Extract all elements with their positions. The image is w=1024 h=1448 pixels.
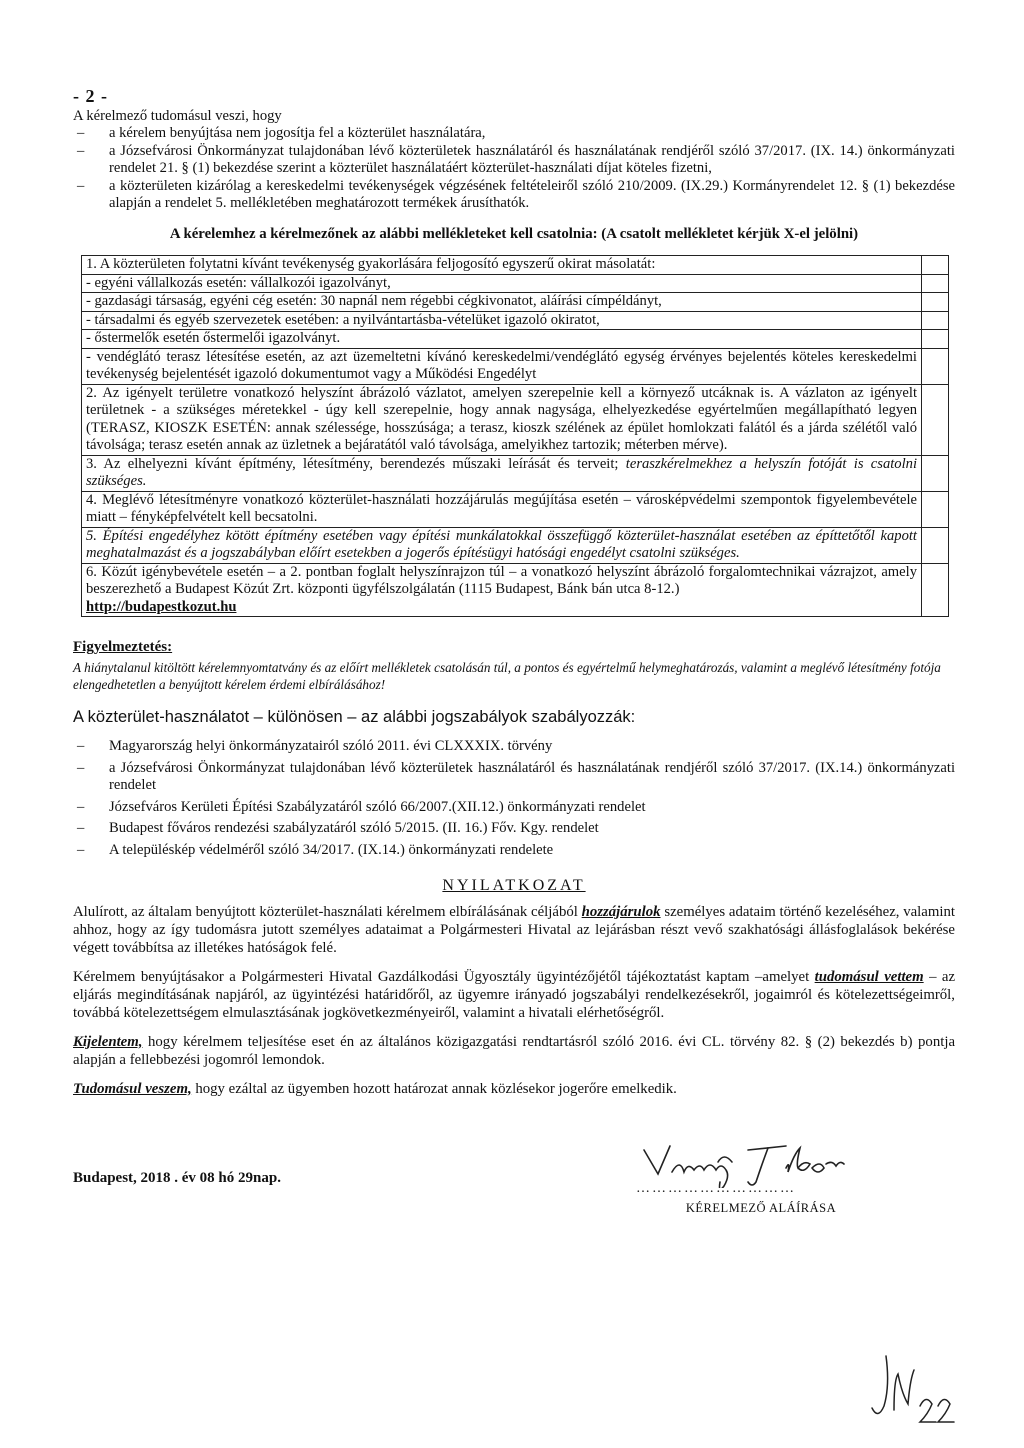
place-date: Budapest, 2018 . év 08 hó 29nap. xyxy=(73,1169,281,1186)
acknowledgement-item: – a Józsefvárosi Önkormányzat tulajdonában lévő közterületek használatáról és használatának rendjéről szóló 37/2017. (IX. 14.) önkormányzati rendelet 21. § (1) bekezdése szerint a közterület használatáért közterület-használati díjat köteles fizetni, xyxy=(73,143,955,178)
handwritten-initials xyxy=(868,1350,958,1430)
attachment-checkbox[interactable] xyxy=(922,384,949,455)
attachment-checkbox[interactable] xyxy=(922,491,949,527)
declaration-paragraph-2: Kérelmem benyújtásakor a Polgármesteri Hivatal Gazdálkodási Ügyosztály ügyintézőjétől tájékoztatást kaptam –amelyet tudomásul vettem – az eljárás megindításának napjáról, az ügyintézési határidőről, az ügyemre irányadó jogszabályi rendelkezésekről, jogaimról és kötelezettségeimről, továbbá kötelezettségem elmulasztásának jogkövetkezményeiről, valamint a hivatali elérhetőségről. xyxy=(73,968,956,1021)
attachment-checkbox[interactable] xyxy=(922,330,949,349)
attachment-text: - vendéglátó terasz létesítése esetén, az azt üzemeltetni kívánó kereskedelmi/vendéglátó egység érvényes bejelentés köteles kereskedelmi tevékenység bejelentését igazoló dokumentumot vagy a Működési Engedélyt xyxy=(82,348,922,384)
attachment-checkbox[interactable] xyxy=(922,563,949,617)
page-number: - 2 - xyxy=(73,86,108,106)
attachment-text: 4. Meglévő létesítményre vonatkozó közterület-használati hozzájárulás megújítása esetén – városképvédelmi szempontok figyelembevétele miatt – fényképfelvételt kell becsatolni. xyxy=(82,491,922,527)
declaration-paragraph-3: Kijelentem, hogy kérelmem teljesítése eset én az általános közigazgatási rendtartásról szóló 2016. évi CL. törvény 82. § (2) bekezdés b) pontja alapján a fellebbezési jogomról lemondok. xyxy=(73,1033,956,1068)
laws-title: A közterület-használatot – különösen – az alábbi jogszabályok szabályozzák: xyxy=(73,707,636,726)
attachment-row xyxy=(82,274,949,293)
acknowledgement-list xyxy=(73,125,955,213)
signature-area xyxy=(636,1138,886,1218)
attachment-row xyxy=(82,384,949,455)
attachment-checkbox[interactable] xyxy=(922,455,949,491)
attachment-text: - gazdasági társaság, egyéni cég esetén: 30 napnál nem régebbi cégkivonatot, aláírási címpéldányt, xyxy=(82,293,922,312)
law-item: – Magyarország helyi önkormányzatairól szóló 2011. évi CLXXXIX. törvény xyxy=(73,738,955,756)
signature-row xyxy=(73,1138,955,1258)
law-item: – a Józsefvárosi Önkormányzat tulajdonában lévő közterületek használatáról és használatának rendjéről szóló 37/2017. (IX.14.) önkormányzati rendelet xyxy=(73,760,955,795)
declaration-title: NYILATKOZAT xyxy=(442,877,586,894)
attachment-checkbox[interactable] xyxy=(922,311,949,330)
attachment-note: teraszkérelmekhez a helyszín fotóját is csatolni szükséges. xyxy=(86,455,917,489)
attachment-checkbox[interactable] xyxy=(922,527,949,563)
attachment-text: 6. Közút igénybevétele esetén – a 2. pontban foglalt helyszínrajzon túl – a vonatkozó helyszínt ábrázoló forgalomtechnikai vázrajzot, amely beszerezhető a Budapest Közút Zrt. központi ügyfélszolgálatán (1115 Budapest, Bánk bán utca 8-12.) http://budapestkozut.hu xyxy=(82,563,922,617)
attachment-text: - egyéni vállalkozás esetén: vállalkozói igazolványt, xyxy=(82,274,922,293)
attachment-text: 5. Építési engedélyhez kötött építmény esetében vagy építési munkálatokkal összefüggő közterület-használat esetében az építtetőtől kapott meghatalmazást és a jogszabályban előírt esetekben a jogerős építésügyi hatósági engedélyt csatolni szükséges. xyxy=(82,527,922,563)
declaration-paragraph-4: Tudomásul veszem, hogy ezáltal az ügyemben hozott határozat annak közlésekor jogerőre emelkedik. xyxy=(73,1080,677,1097)
attachment-row xyxy=(82,563,949,617)
laws-list xyxy=(73,738,955,859)
document-page xyxy=(73,88,955,1258)
attachment-row xyxy=(82,293,949,312)
law-item: – Budapest főváros rendezési szabályzatáról szóló 5/2015. (II. 16.) Főv. Kgy. rendelet xyxy=(73,820,955,838)
budapest-kozut-link[interactable]: http://budapestkozut.hu xyxy=(86,598,237,615)
attachments-title: A kérelemhez a kérelmezőnek az alábbi mellékleteket kell csatolnia: (A csatolt mellékletet kérjük X-el jelölni) xyxy=(169,225,859,242)
attachment-checkbox[interactable] xyxy=(922,274,949,293)
acknowledgement-item: – a kérelem benyújtása nem jogosítja fel a közterület használatára, xyxy=(73,125,955,143)
attachment-text: 3. Az elhelyezni kívánt építmény, létesítmény, berendezés műszaki leírását és terveit; teraszkérelmekhez a helyszín fotóját is csatolni szükséges. xyxy=(82,455,922,491)
attachment-text: 1. A közterületen folytatni kívánt tevékenység gyakorlására feljogosító egyszerű okirat másolatát: xyxy=(82,256,922,275)
attachment-text: - őstermelők esetén őstermelői igazolványt. xyxy=(82,330,922,349)
attachment-row xyxy=(82,491,949,527)
signature-dotted-line: ………………………… xyxy=(636,1180,796,1196)
law-item: – A településkép védelméről szóló 34/2017. (IX.14.) önkormányzati rendelete xyxy=(73,842,955,860)
attachment-row xyxy=(82,455,949,491)
signature-label: KÉRELMEZŐ ALÁÍRÁSA xyxy=(685,1201,837,1215)
attachment-checkbox[interactable] xyxy=(922,293,949,312)
attachment-row xyxy=(82,330,949,349)
intro-text: A kérelmező tudomásul veszi, hogy xyxy=(73,107,282,124)
attachments-table xyxy=(81,255,949,617)
attachment-row xyxy=(82,256,949,275)
attachment-row xyxy=(82,527,949,563)
attachment-checkbox[interactable] xyxy=(922,256,949,275)
attachment-row xyxy=(82,348,949,384)
attachment-row xyxy=(82,311,949,330)
warning-text: A hiánytalanul kitöltött kérelemnyomtatvány és az előírt mellékletek csatolásán túl, a pontos és egyértelmű helymeghatározás, valamint a meglévő létesítmény fotója elengedhetetlen a benyújtott kérelem érdemi elbírálásához! xyxy=(73,659,941,692)
declaration-paragraph-1: Alulírott, az általam benyújtott közterület-használati kérelmem elbírálásának céljából hozzájárulok személyes adataim történő kezeléséhez, valamint ahhoz, hogy az így tudomásra jutott személyes adataimat a Polgármesteri Hivatal az lejárásban részt vevő szakhatósági állásfoglalások bekérése végett továbbítsa az illetékes hatóságok felé. xyxy=(73,903,955,956)
attachment-text: 2. Az igényelt területre vonatkozó helyszínt ábrázoló vázlatot, amelyen szerepelnie kell a környező utcáknak is. A vázlaton az igényelt területnek - a szükséges méretekkel - úgy kell szerepelnie, hogy annak nagysága, elhelyezkedése egyértelműen megállapítható legyen (TERASZ, KIOSZK ESETÉN: annak szélessége, hosszúsága; a terasz, kioszk szélének az épület homlokzati falától és a járda szélétől való távolsága; terasz esetén annak az üzletnek a bejáratától való távolsága, amelyikhez tartozik; méterben mérve). xyxy=(82,384,922,455)
law-item: – Józsefváros Kerületi Építési Szabályzatáról szóló 66/2007.(XII.12.) önkormányzati rendelet xyxy=(73,799,955,817)
attachment-text: - társadalmi és egyéb szervezetek esetében: a nyilvántartásba-vételüket igazoló okiratot, xyxy=(82,311,922,330)
acknowledgement-item: – a közterületen kizárólag a kereskedelmi tevékenységek végzésének feltételeiről szóló 210/2009. (IX.29.) Kormányrendelet 12. § (1) bekezdése alapján a rendelet 5. mellékletében meghatározott termékek árusíthatók. xyxy=(73,178,955,213)
attachment-checkbox[interactable] xyxy=(922,348,949,384)
warning-title: Figyelmeztetés: xyxy=(73,639,173,655)
